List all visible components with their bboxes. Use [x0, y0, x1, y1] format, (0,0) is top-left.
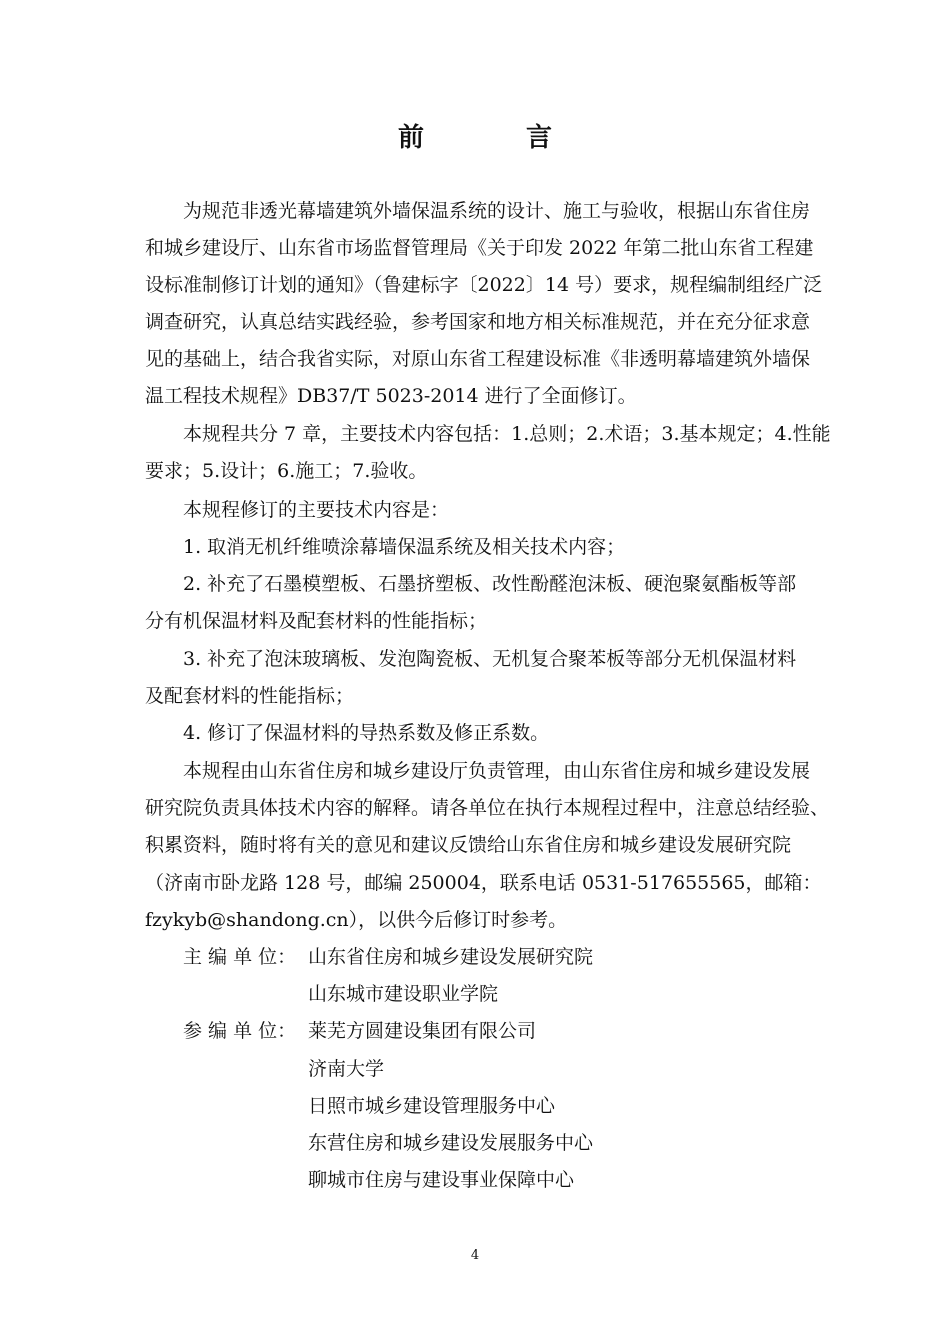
- paragraph-line: 要求；5.设计；6.施工；7.验收。: [145, 460, 428, 482]
- paragraph-line: 研究院负责具体技术内容的解释。请各单位在执行本规程过程中，注意总结经验、: [145, 797, 830, 819]
- paragraph-line: 设标准制修订计划的通知》（鲁建标字〔2022〕14 号）要求，规程编制组经广泛: [145, 274, 823, 296]
- paragraph-line: （济南市卧龙路 128 号，邮编 250004，联系电话 0531-517655565，邮箱：: [145, 872, 822, 894]
- participating-unit: 聊城市住房与建设事业保障中心: [308, 1169, 575, 1191]
- paragraph-line: 为规范非透光幕墙建筑外墙保温系统的设计、施工与验收，根据山东省住房: [183, 200, 811, 222]
- page-number: 4: [470, 1248, 480, 1263]
- participating-unit: 济南大学: [308, 1058, 385, 1080]
- list-item-continuation: 分有机保温材料及配套材料的性能指标；: [145, 610, 488, 632]
- paragraph-line: 温工程技术规程》DB37/T 5023-2014 进行了全面修订。: [145, 385, 637, 407]
- list-item: 1. 取消无机纤维喷涂幕墙保温系统及相关技术内容；: [183, 536, 626, 558]
- paragraph-line: 本规程共分 7 章，主要技术内容包括：1.总则；2.术语；3.基本规定；4.性能: [183, 423, 831, 445]
- list-item-continuation: 及配套材料的性能指标；: [145, 685, 355, 707]
- chief-units-label: 主 编 单 位：: [183, 946, 297, 968]
- participating-unit: 东营住房和城乡建设发展服务中心: [308, 1132, 594, 1154]
- participating-units-label: 参 编 单 位：: [183, 1020, 297, 1042]
- paragraph-line: 积累资料，随时将有关的意见和建议反馈给山东省住房和城乡建设发展研究院: [145, 834, 792, 856]
- participating-unit: 日照市城乡建设管理服务中心: [308, 1095, 556, 1117]
- list-item: 4. 修订了保温材料的导热系数及修正系数。: [183, 722, 550, 744]
- chief-unit: 山东省住房和城乡建设发展研究院: [308, 946, 594, 968]
- chief-unit: 山东城市建设职业学院: [308, 983, 499, 1005]
- paragraph-line: 和城乡建设厅、山东省市场监督管理局《关于印发 2022 年第二批山东省工程建: [145, 237, 814, 259]
- paragraph-line: 本规程由山东省住房和城乡建设厅负责管理，由山东省住房和城乡建设发展: [183, 760, 811, 782]
- paragraph-line: fzykyb@shandong.cn），以供今后修订时参考。: [145, 909, 568, 931]
- paragraph-line: 调查研究，认真总结实践经验，参考国家和地方相关标准规范，并在充分征求意: [145, 311, 811, 333]
- paragraph-line: 本规程修订的主要技术内容是：: [183, 499, 450, 521]
- participating-unit: 莱芜方圆建设集团有限公司: [308, 1020, 537, 1042]
- paragraph-line: 见的基础上，结合我省实际，对原山东省工程建设标准《非透明幕墙建筑外墙保: [145, 348, 811, 370]
- page-title: 前 言: [397, 123, 590, 153]
- list-item: 2. 补充了石墨模塑板、石墨挤塑板、改性酚醛泡沫板、硬泡聚氨酯板等部: [183, 573, 797, 595]
- list-item: 3. 补充了泡沫玻璃板、发泡陶瓷板、无机复合聚苯板等部分无机保温材料: [183, 648, 797, 670]
